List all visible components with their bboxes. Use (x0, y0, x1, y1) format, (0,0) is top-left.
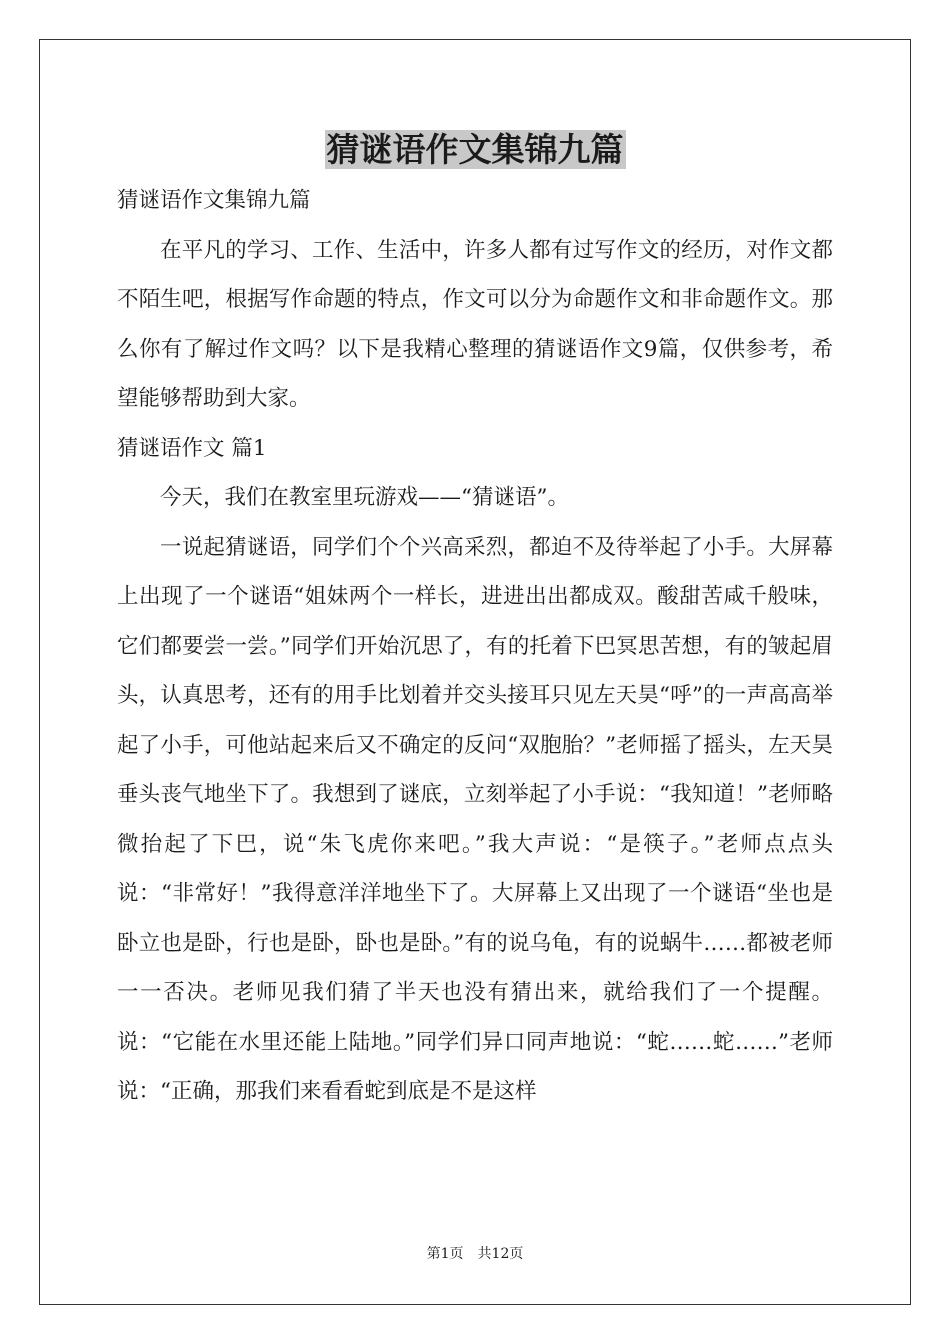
document-body (117, 176, 833, 1117)
paragraph: 在平凡的学习、工作、生活中，许多人都有过写作文的经历，对作文都不陌生吧，根据写作命题的特点，作文可以分为命题作文和非命题作文。那么你有了解过作文吗？以下是我精心整理的猜谜语作文9篇，仅供参考，希望能够帮助到大家。 (117, 237, 833, 411)
document-title-text: 猜谜语作文集锦九篇 (326, 130, 624, 169)
paragraph: 今天，我们在教室里玩游戏——“猜谜语”。 (160, 485, 569, 510)
page-total: 共12页 (477, 1246, 524, 1262)
paragraph: 一说起猜谜语，同学们个个兴高采烈，都迫不及待举起了小手。大屏幕上出现了一个谜语“姐妹两个一样长，进进出出都成双。酸甜苦咸千般味，它们都要尝一尝。”同学们开始沉思了，有的托着下巴冥思苦想，有的皱起眉头，认真思考，还有的用手比划着并交头接耳只见左天昊“呼”的一声高高举起了小手，可他站起来后又不确定的反问“双胞胎？”老师摇了摇头，左天昊垂头丧气地坐下了。我想到了谜底，立刻举起了小手说：“我知道！”老师略微抬起了下巴，说“朱飞虎你来吧。”我大声说：“是筷子。”老师点点头说：“非常好！”我得意洋洋地坐下了。大屏幕上又出现了一个谜语“坐也是卧立也是卧，行也是卧，卧也是卧。”有的说乌龟，有的说蜗牛……都被老师一一否决。老师见我们猜了半天也没有猜出来，就给我们了一个提醒。说：“它能在水里还能上陆地。”同学们异口同声地说：“蛇……蛇……”老师说：“正确，那我们来看看蛇到底是不是这样 (117, 534, 833, 1104)
document-title (0, 124, 950, 176)
paragraph: 猜谜语作文 篇1 (117, 435, 267, 461)
paragraph: 猜谜语作文集锦九篇 (117, 188, 311, 213)
page-number: 第1页 (426, 1246, 464, 1262)
page-footer (0, 1244, 950, 1264)
